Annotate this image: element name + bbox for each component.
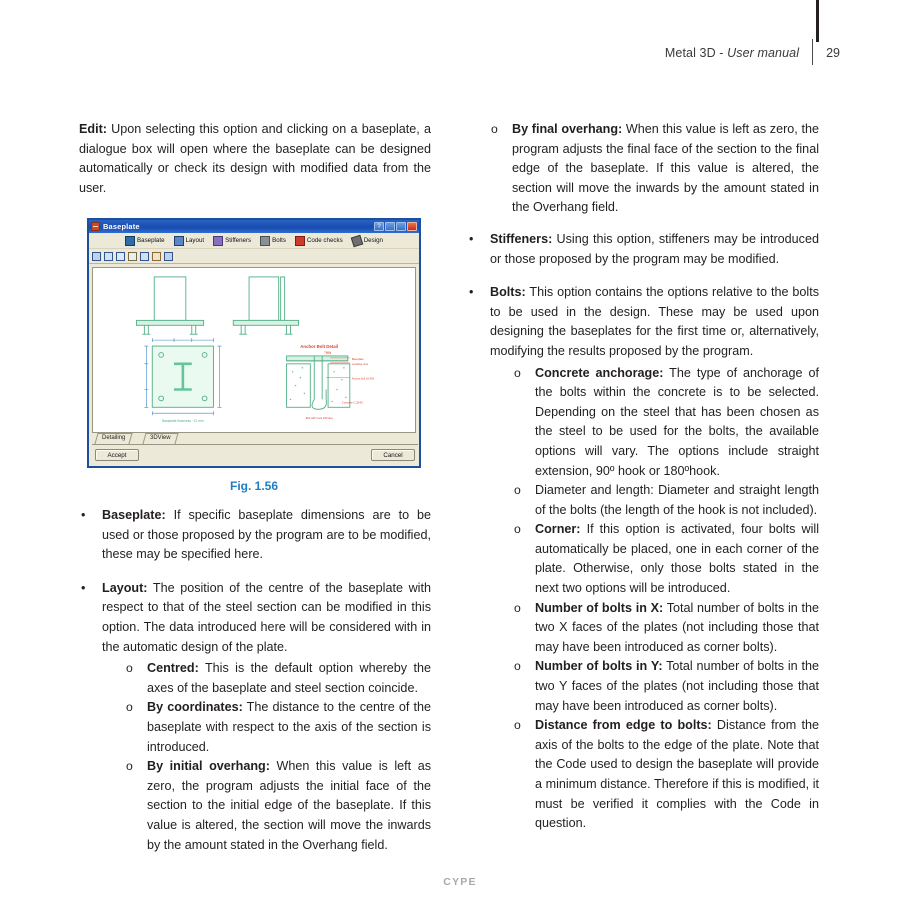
menu-item-bolts[interactable] <box>260 236 286 246</box>
dialog-menubar <box>89 233 419 249</box>
dialog-title: Baseplate <box>103 222 140 231</box>
dialog-titlebar <box>89 220 419 233</box>
figure-block <box>87 218 423 493</box>
page-header <box>0 40 920 68</box>
list-item <box>467 230 819 269</box>
menu-item-layout[interactable] <box>174 236 205 246</box>
item-body: Distance from the axis of the bolts to the edge of the plate. Note that the Code used to design the baseplate will provide a minimum distance. Therefore if this is modified, it must be verified it complies with the Code in question. <box>535 718 819 831</box>
list-item <box>511 716 819 834</box>
page-number: 29 <box>826 46 840 60</box>
close-button[interactable] <box>407 222 417 231</box>
svg-text:Anchor bolt 16-500: Anchor bolt 16-500 <box>351 377 375 381</box>
sub-marker: o <box>491 122 498 136</box>
svg-text:Baseplate: Baseplate <box>351 357 364 361</box>
bolts-icon <box>260 236 270 246</box>
item-body: Diameter and straight length of the bolts (the length of the hook is not included). <box>535 483 819 517</box>
bullet-marker: • <box>81 580 86 595</box>
accept-button[interactable]: Accept <box>95 449 139 461</box>
menu-item-design[interactable] <box>352 236 383 246</box>
print-icon[interactable] <box>152 252 161 261</box>
code-checks-icon <box>295 236 305 246</box>
app-icon <box>91 222 100 231</box>
drawing-canvas[interactable] <box>92 267 416 433</box>
intro-lead: Edit: <box>79 122 107 136</box>
header-title <box>665 46 799 60</box>
design-icon <box>350 234 363 247</box>
sub-marker: o <box>514 365 521 380</box>
item-body: If specific baseplate dimensions are to be used or those proposed by the program are to be modified, these may be specified here. <box>102 508 431 562</box>
menu-label: Baseplate <box>137 237 165 244</box>
cancel-button[interactable]: Cancel <box>371 449 415 461</box>
item-body: When this value is left as zero, the program adjusts the final face of the section to the final edge of the baseplate. If this value is altered, the section will move the inwards by the amount stated in the Overhang field. <box>512 122 819 215</box>
item-lead: Concrete anchorage: <box>535 365 664 380</box>
list-item <box>511 599 819 658</box>
list-item <box>123 659 431 698</box>
minimize-button[interactable] <box>385 222 395 231</box>
item-lead: Number of bolts in X: <box>535 600 664 615</box>
item-lead: Bolts: <box>490 285 526 300</box>
tab-detailing[interactable] <box>94 433 133 444</box>
header-separator <box>812 39 813 65</box>
help-button[interactable]: ? <box>374 222 384 231</box>
item-lead: Corner: <box>535 522 581 537</box>
intro-body: Upon selecting this option and clicking on a baseplate, a dialogue box will open where the baseplate can be designed automatically or check its design with modified data from the user. <box>79 122 431 195</box>
item-lead: By initial overhang: <box>147 759 270 774</box>
item-body: The type of anchorage of the bolts within the concrete is to be selected. Depending on the steel that has been chosen as the steel to be used for the bolts, the available options will vary. The options include straight extension, 90º hook or 180ºhook. <box>535 365 820 478</box>
dialog-toolbar <box>89 249 419 264</box>
item-body: Total number of bolts in the two X faces of the plates (not including those that may have been introduced as corner bolts). <box>535 600 819 654</box>
item-lead: By final overhang: <box>512 122 623 136</box>
sublist-wrapper <box>511 364 819 834</box>
plate-thickness-label: Baseplate thickness : 12 mm <box>162 419 204 424</box>
list-item <box>79 506 431 565</box>
header-title-plain: Metal 3D - <box>664 46 728 60</box>
sub-marker: o <box>514 522 521 537</box>
list-item <box>511 364 819 482</box>
svg-text:Bolt with hook 180 deg: Bolt with hook 180 deg <box>305 417 333 421</box>
header-vertical-rule <box>816 0 819 42</box>
dialog-tabs <box>92 433 418 445</box>
right-sub-list <box>511 364 819 834</box>
baseplate-drawing <box>93 268 415 432</box>
sub-marker: o <box>126 759 133 774</box>
zoom-previous-icon[interactable] <box>140 252 149 261</box>
bullet-marker: • <box>81 508 86 522</box>
menu-label: Design <box>363 237 383 244</box>
left-column-bullets <box>79 506 431 869</box>
tab-3dview[interactable] <box>142 433 178 444</box>
tab-label: 3DView <box>150 435 171 441</box>
layout-icon <box>174 236 184 246</box>
baseplate-icon <box>125 236 135 246</box>
figure-caption: Fig. 1.56 <box>229 479 279 493</box>
stiffeners-icon <box>213 236 223 246</box>
baseplate-dialog-screenshot <box>87 218 421 468</box>
header-title-italic: User manual <box>727 46 800 60</box>
sub-marker: o <box>514 718 521 733</box>
svg-text:Levelling nuts: Levelling nuts <box>351 362 369 366</box>
item-lead: Centred: <box>147 661 199 676</box>
list-item <box>511 657 819 716</box>
sub-marker: o <box>126 700 133 715</box>
menu-item-code-checks[interactable] <box>295 236 343 246</box>
continued-sublist-wrapper <box>488 120 819 218</box>
item-body: This is the default option whereby the axes of the baseplate and steel section coincide. <box>147 661 431 695</box>
list-item <box>79 579 431 855</box>
item-lead: Layout: <box>102 580 148 595</box>
menu-label: Layout <box>185 237 205 244</box>
svg-text:M16: M16 <box>326 351 332 355</box>
right-column <box>467 120 819 848</box>
menu-label: Code checks <box>306 237 343 244</box>
bullet-marker: • <box>469 231 474 246</box>
list-item <box>123 757 431 855</box>
sub-marker: o <box>514 483 521 498</box>
item-lead: Baseplate: <box>102 508 166 522</box>
sub-marker: o <box>126 661 133 676</box>
export-icon[interactable] <box>164 252 173 261</box>
item-body: The position of the centre of the baseplate with respect to that of the steel section can be modified in this option. The data introduced here will be considered with in the automatic design of the plate. <box>102 580 431 654</box>
left-sub-list <box>123 659 431 855</box>
list-item <box>123 698 431 757</box>
footer-brand: CYPE <box>443 876 477 888</box>
right-bullet-list <box>467 230 819 834</box>
intro-paragraph <box>79 120 431 198</box>
sub-marker: o <box>514 659 521 674</box>
left-column <box>79 120 431 198</box>
right-continued-sub-list <box>488 120 819 218</box>
zoom-window-icon[interactable] <box>92 252 101 261</box>
item-lead: Number of bolts in Y: <box>535 659 663 674</box>
sub-marker: o <box>514 600 521 615</box>
maximize-button[interactable] <box>396 222 406 231</box>
sublist-wrapper <box>123 659 431 855</box>
item-lead: Stiffeners: <box>490 231 553 246</box>
item-body: If this option is activated, four bolts will automatically be placed, one in each corner of the plate. Otherwise, only those bolts stated in the next two options will be introduced. <box>535 522 819 596</box>
menu-label: Stiffeners <box>225 237 252 244</box>
zoom-all-icon[interactable] <box>104 252 113 261</box>
zoom-out-icon[interactable] <box>116 252 125 261</box>
item-body: When this value is left as zero, the program adjusts the initial face of the section to the initial edge of the baseplate. If this value is altered, the section will move the inwards by the amount stated in the Overhang field. <box>147 759 431 852</box>
bullet-marker: • <box>469 285 474 300</box>
dialog-button-row <box>92 449 418 463</box>
menu-label: Bolts <box>272 237 286 244</box>
item-body: Total number of bolts in the two Y faces of the plates (not including those that may have been introduced as corner bolts). <box>535 659 820 713</box>
list-item <box>511 481 819 520</box>
item-lead: Diameter and length: <box>535 483 654 498</box>
item-lead: By coordinates: <box>147 700 243 715</box>
anchor-bolt-detail-title: Anchor Bolt Detail <box>300 344 339 350</box>
list-item <box>488 120 819 218</box>
item-lead: Distance from edge to bolts: <box>535 718 712 733</box>
item-body: The distance to the centre of the baseplate with respect to the axis of the section is introduced. <box>147 700 431 754</box>
list-item <box>511 520 819 598</box>
item-body: This option contains the options relative to the bolts to be used in the design. These may be used upon designing the baseplates for the first time or, alternatively, modifying the results proposed by the program. <box>490 285 819 358</box>
menu-item-stiffeners[interactable] <box>213 236 251 246</box>
menu-item-baseplate[interactable] <box>125 236 165 246</box>
list-item <box>467 283 819 834</box>
svg-text:Concrete C 25/30: Concrete C 25/30 <box>341 401 363 405</box>
tab-label: Detailing <box>102 435 126 441</box>
measure-icon[interactable] <box>128 252 137 261</box>
left-bullet-list <box>79 506 431 855</box>
window-buttons <box>374 222 417 231</box>
item-body: Using this option, stiffeners may be introduced or those proposed by the program may be modified. <box>490 231 819 266</box>
